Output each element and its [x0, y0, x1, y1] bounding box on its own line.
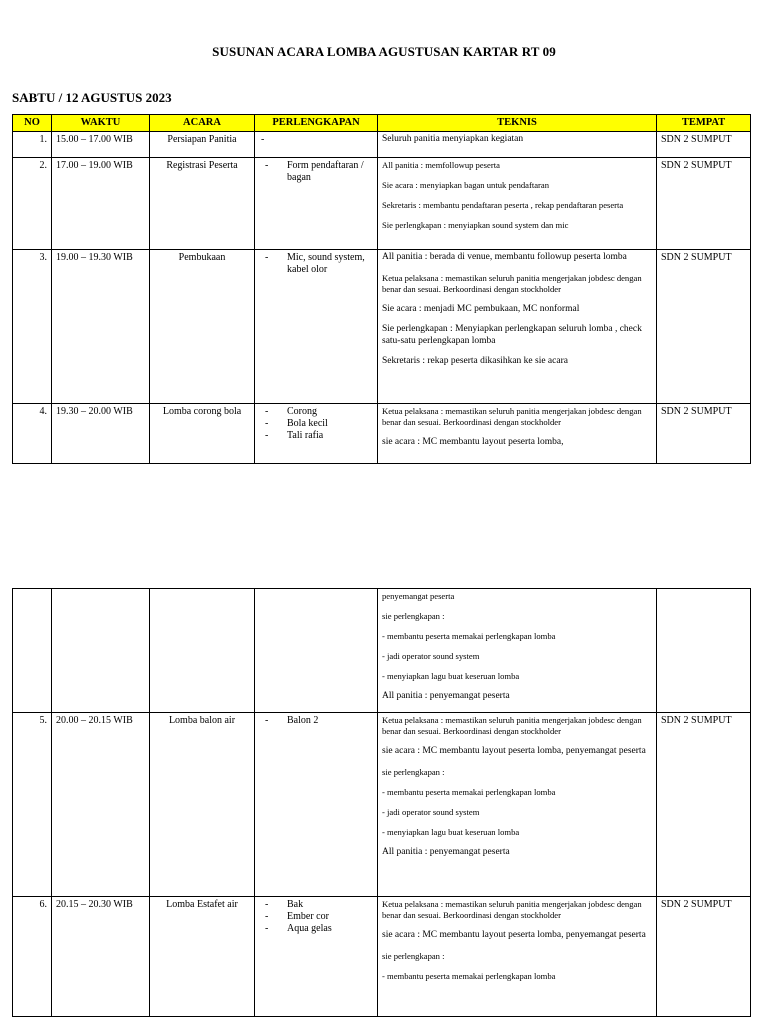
header-waktu: WAKTU — [52, 115, 150, 132]
table-row — [13, 250, 751, 404]
teknis-line: sie acara : MC membantu layout peserta lomba, — [382, 437, 564, 447]
cell-no: 5. — [13, 713, 52, 897]
perlengkapan-item: - Balon 2 — [259, 715, 373, 727]
header-perlengkapan: PERLENGKAPAN — [255, 115, 378, 132]
teknis-line: Sie perlengkapan : menyiapkan sound system dan mic — [382, 220, 569, 230]
teknis-line: Ketua pelaksana : memastikan seluruh panitia mengerjakan jobdesc dengan benar dan sesuai. Berkoordinasi dengan stockholder — [382, 715, 642, 736]
table-row — [13, 713, 751, 897]
page-break — [0, 495, 768, 555]
header-tempat: TEMPAT — [657, 115, 751, 132]
cell-waktu: 20.00 – 20.15 WIB — [52, 713, 150, 897]
cell-tempat: SDN 2 SUMPUT — [657, 158, 751, 250]
cell-acara: Lomba corong bola — [150, 404, 255, 464]
perlengkapan-item: - Bola kecil — [259, 418, 373, 430]
perlengkapan-list — [259, 160, 373, 184]
teknis-line: - membantu peserta memakai perlengkapan lomba — [382, 786, 556, 797]
cell-waktu: 19.00 – 19.30 WIB — [52, 250, 150, 404]
perlengkapan-list — [259, 899, 373, 935]
table-row — [13, 404, 751, 464]
cell-acara: Persiapan Panitia — [150, 132, 255, 158]
cell-acara — [150, 589, 255, 713]
cell-waktu: 19.30 – 20.00 WIB — [52, 404, 150, 464]
teknis-line: - membantu peserta memakai perlengkapan lomba — [382, 970, 556, 981]
cell-teknis — [378, 132, 657, 158]
cell-teknis — [378, 897, 657, 1017]
cell-acara: Registrasi Peserta — [150, 158, 255, 250]
perlengkapan-item: - Tali rafia — [259, 430, 373, 442]
cell-perlengkapan — [255, 897, 378, 1017]
teknis-line: Ketua pelaksana : memastikan seluruh panitia mengerjakan jobdesc dengan benar dan sesuai. Berkoordinasi dengan stockholder — [382, 272, 642, 294]
cell-no: 2. — [13, 158, 52, 250]
perlengkapan-list — [259, 715, 373, 727]
cell-teknis — [378, 404, 657, 464]
teknis-line: Sie acara : menyiapkan bagan untuk pendaftaran — [382, 180, 550, 190]
cell-waktu: 20.15 – 20.30 WIB — [52, 897, 150, 1017]
teknis-line: Ketua pelaksana : memastikan seluruh panitia mengerjakan jobdesc dengan benar dan sesuai. Berkoordinasi dengan stockholder — [382, 406, 642, 427]
cell-waktu: 15.00 – 17.00 WIB — [52, 132, 150, 158]
teknis-line: Sekretaris : rekap peserta dikasihkan ke sie acara — [382, 356, 568, 366]
teknis-line: penyemangat peserta — [382, 591, 455, 601]
teknis-line: - menyiapkan lagu buat keseruan lomba — [382, 671, 520, 681]
cell-teknis — [378, 158, 657, 250]
teknis-line: - menyiapkan lagu buat keseruan lomba — [382, 826, 520, 837]
cell-teknis — [378, 589, 657, 713]
table-row — [13, 158, 751, 250]
teknis-line: Sekretaris : membantu pendaftaran peserta , rekap pendaftaran peserta — [382, 200, 624, 210]
schedule-table-page-2 — [12, 588, 751, 1017]
teknis-line: All panitia : penyemangat peserta — [382, 691, 510, 701]
header-acara: ACARA — [150, 115, 255, 132]
teknis-line: All panitia : memfollowup peserta — [382, 160, 500, 170]
cell-teknis — [378, 713, 657, 897]
teknis-line: Ketua pelaksana : memastikan seluruh panitia mengerjakan jobdesc dengan benar dan sesuai. Berkoordinasi dengan stockholder — [382, 899, 642, 920]
cell-no: 6. — [13, 897, 52, 1017]
document-title: SUSUNAN ACARA LOMBA AGUSTUSAN KARTAR RT 09 — [212, 44, 556, 59]
cell-no: 1. — [13, 132, 52, 158]
cell-waktu: 17.00 – 19.00 WIB — [52, 158, 150, 250]
perlengkapan-item: - Corong — [259, 406, 373, 418]
table-row — [13, 132, 751, 158]
teknis-line: sie perlengkapan : — [382, 611, 445, 621]
cell-tempat: SDN 2 SUMPUT — [657, 897, 751, 1017]
teknis-line: All panitia : berada di venue, membantu followup peserta lomba — [382, 252, 627, 262]
cell-perlengkapan — [255, 250, 378, 404]
date-heading: SABTU / 12 AGUSTUS 2023 — [12, 90, 172, 105]
perlengkapan-item: - Aqua gelas — [259, 923, 373, 935]
cell-tempat: SDN 2 SUMPUT — [657, 713, 751, 897]
teknis-line: Seluruh panitia menyiapkan kegiatan — [382, 134, 524, 144]
cell-perlengkapan — [255, 589, 378, 713]
cell-no: 3. — [13, 250, 52, 404]
table-header-row — [13, 115, 751, 132]
teknis-line: - jadi operator sound system — [382, 651, 480, 661]
teknis-line: - membantu peserta memakai perlengkapan lomba — [382, 631, 556, 641]
cell-no: 4. — [13, 404, 52, 464]
cell-tempat — [657, 589, 751, 713]
cell-acara: Pembukaan — [150, 250, 255, 404]
perlengkapan-list — [259, 406, 373, 442]
perlengkapan-dash: - — [261, 134, 265, 145]
teknis-line: All panitia : penyemangat peserta — [382, 846, 510, 857]
perlengkapan-item: - Mic, sound system, kabel olor — [259, 252, 373, 276]
schedule-table-page-1 — [12, 114, 751, 464]
teknis-line: sie perlengkapan : — [382, 950, 445, 961]
perlengkapan-item: - Form pendaftaran / bagan — [259, 160, 373, 184]
perlengkapan-list — [259, 252, 373, 276]
cell-perlengkapan — [255, 158, 378, 250]
perlengkapan-item: - Ember cor — [259, 911, 373, 923]
teknis-line: sie perlengkapan : — [382, 766, 445, 777]
cell-tempat: SDN 2 SUMPUT — [657, 404, 751, 464]
table-row — [13, 589, 751, 713]
perlengkapan-item: - Bak — [259, 899, 373, 911]
cell-tempat: SDN 2 SUMPUT — [657, 132, 751, 158]
header-no: NO — [13, 115, 52, 132]
cell-tempat: SDN 2 SUMPUT — [657, 250, 751, 404]
cell-perlengkapan — [255, 404, 378, 464]
teknis-line: sie acara : MC membantu layout peserta lomba, penyemangat peserta — [382, 746, 646, 756]
header-teknis: TEKNIS — [378, 115, 657, 132]
teknis-line: sie acara : MC membantu layout peserta lomba, penyemangat peserta — [382, 930, 646, 940]
teknis-line: - jadi operator sound system — [382, 806, 480, 817]
cell-perlengkapan — [255, 713, 378, 897]
cell-perlengkapan — [255, 132, 378, 158]
teknis-line: Sie perlengkapan : Menyiapkan perlengkapan seluruh lomba , check satu-satu perlengkapan lomba — [382, 324, 642, 346]
cell-acara: Lomba Estafet air — [150, 897, 255, 1017]
cell-no — [13, 589, 52, 713]
table-row — [13, 897, 751, 1017]
cell-teknis — [378, 250, 657, 404]
teknis-line: Sie acara : menjadi MC pembukaan, MC nonformal — [382, 303, 580, 314]
cell-acara: Lomba balon air — [150, 713, 255, 897]
cell-waktu — [52, 589, 150, 713]
